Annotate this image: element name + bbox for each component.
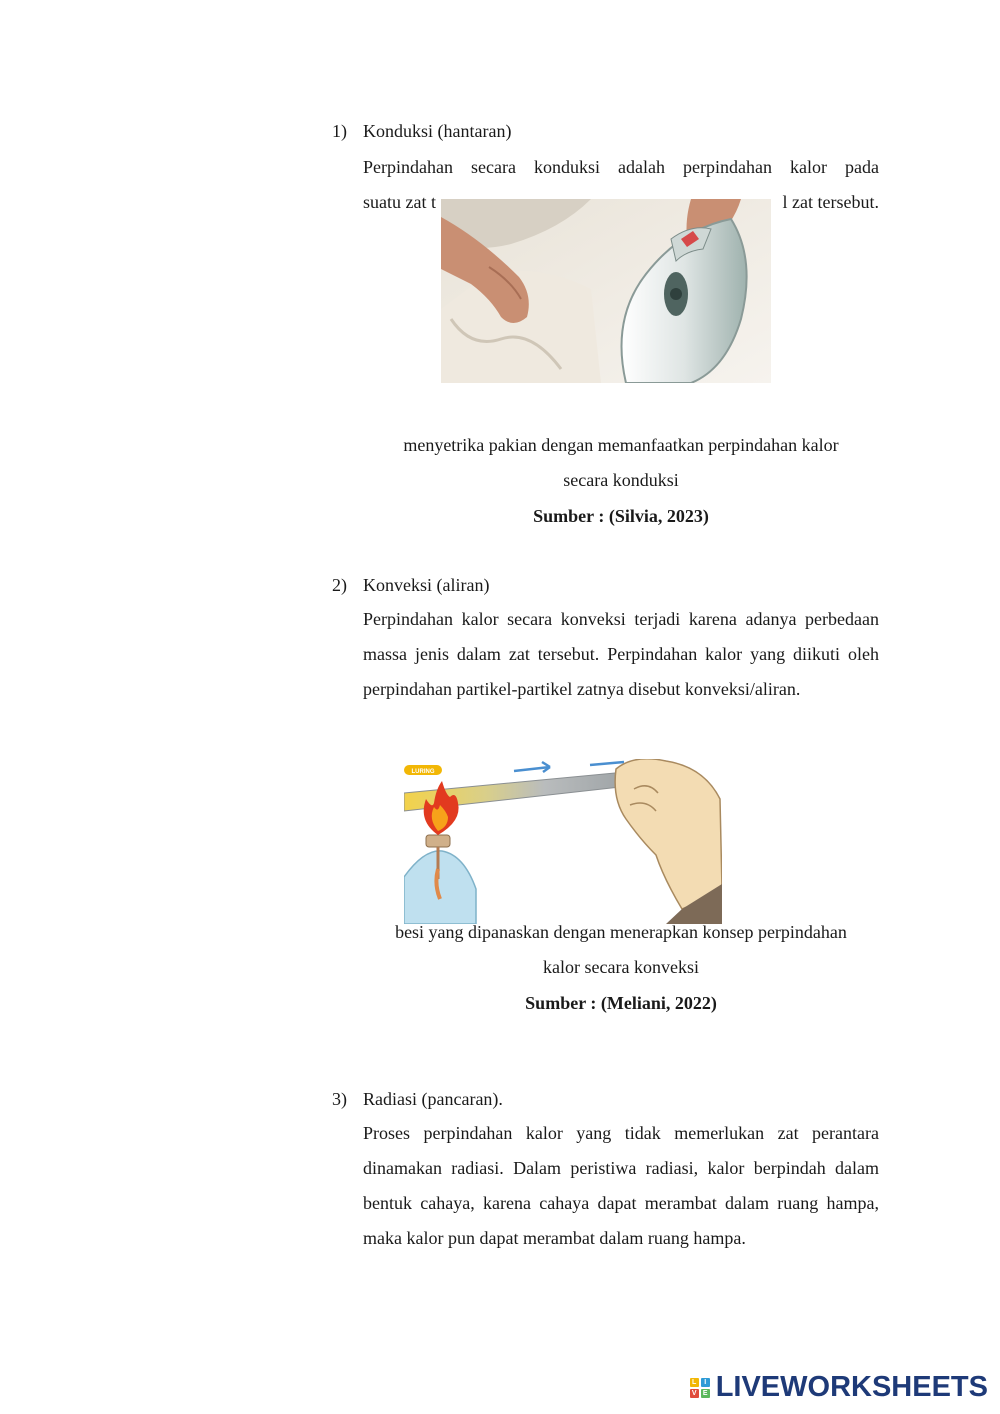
liveworksheets-brand [690, 1371, 988, 1404]
item-number-2: 2) [332, 575, 347, 595]
paragraph-konduksi-line2-left: suatu zat t [363, 192, 436, 212]
paragraph-radiasi: Proses perpindahan kalor yang tidak memerlukan zat perantara dinamakan radiasi. Dalam peristiwa radiasi, kalor berpindah dalam bentuk cahaya, karena cahaya dapat merambat dalam ruang hampa, maka kalor pun dapat merambat dalam ruang hampa. [363, 1123, 879, 1248]
logo-letter-i: I [701, 1378, 710, 1387]
heated-rod-drawing [404, 759, 722, 924]
ironing-photo [441, 199, 771, 383]
liveworksheets-logo-icon [690, 1378, 710, 1398]
figure-source-2: Sumber : (Meliani, 2022) [525, 993, 717, 1013]
figure-caption-2-line1: besi yang dipanaskan dengan menerapkan konsep perpindahan [395, 922, 847, 942]
heading-konveksi: Konveksi (aliran) [363, 575, 490, 595]
heated-rod-illustration [404, 759, 722, 924]
logo-letter-e: E [701, 1389, 710, 1398]
item-number-1: 1) [332, 121, 347, 141]
liveworksheets-wordmark: LIVEWORKSHEETS [715, 1371, 988, 1403]
logo-letter-v: V [690, 1389, 699, 1398]
figure-label: LURING [411, 769, 435, 775]
paragraph-konveksi: Perpindahan kalor secara konveksi terjadi karena adanya perbedaan massa jenis dalam zat tersebut. Perpindahan kalor yang diikuti oleh perpindahan partikel-partikel zatnya disebut konveksi/aliran. [363, 609, 879, 699]
figure-source-1: Sumber : (Silvia, 2023) [533, 506, 709, 526]
ironing-illustration [441, 199, 771, 383]
figure-caption-2-line2: kalor secara konveksi [543, 957, 699, 977]
paragraph-konduksi-line2-right: l zat tersebut. [782, 192, 879, 212]
item-number-3: 3) [332, 1089, 347, 1109]
figure-caption-1-line1: menyetrika pakian dengan memanfaatkan perpindahan kalor [403, 435, 839, 455]
logo-letter-l: L [690, 1378, 699, 1387]
paragraph-konduksi-line1: Perpindahan secara konduksi adalah perpindahan kalor pada [363, 157, 879, 177]
heading-konduksi: Konduksi (hantaran) [363, 121, 512, 141]
figure-caption-1-line2: secara konduksi [563, 470, 679, 490]
heading-radiasi: Radiasi (pancaran). [363, 1089, 503, 1109]
